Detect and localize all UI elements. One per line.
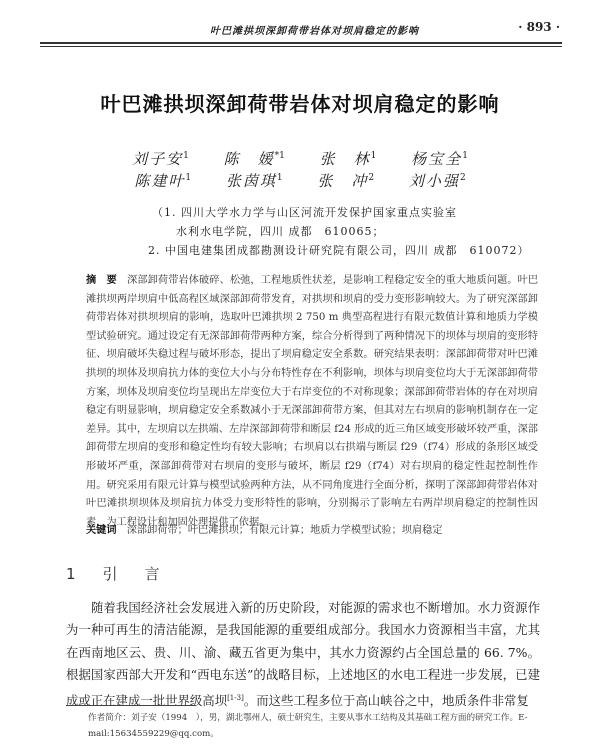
author: 杨宝全$^1$ <box>411 150 468 168</box>
affiliation-1-cont: 水利水电学院，四川 成都 610065； <box>176 225 385 238</box>
paper-title: 叶巴滩拱坝深卸荷带岩体对坝肩稳定的影响 <box>100 92 500 116</box>
intro-text: 随着我国经济社会发展进入新的历史阶段，对能源的需求也不断增加。水力资源作为一种可再生的清洁能源，是我国能源的重要组成部分。我国水力资源相当丰富，尤其在西南地区云、贵、川、渝、藏五省更为集中，其水力资源约占全国总量的 66. 7%。根据国家西部大开发和“西电东送”的战略目标，上述地区的水电工程进一步发展，已建成或正在建成一批世界级高坝 <box>66 600 541 708</box>
author: 刘小强$^2$ <box>408 172 466 190</box>
header-rule-thin <box>40 46 562 47</box>
author-row-2 <box>0 170 600 191</box>
abstract <box>86 272 538 532</box>
intro-text-cont: 。而这些工程多位于高山峡谷之中，地质条件非常复 <box>243 692 529 708</box>
keywords-text: 深部卸荷带；叶巴滩拱坝；有限元计算；地质力学模型试验；坝肩稳定 <box>126 525 443 536</box>
citation: [1-3] <box>227 693 244 702</box>
running-title: 叶巴滩拱坝深卸荷带岩体对坝肩稳定的影响 <box>210 26 419 37</box>
abstract-text: 深部卸荷带岩体破碎、松弛，工程地质性状差，是影响工程稳定安全的重大地质问题。叶巴滩拱坝两岸坝肩中低高程区域深部卸荷带发育，对拱坝和坝肩的受力变形影响较大。为了研究深部卸荷带岩体对拱坝坝肩的影响，选取叶巴滩拱坝 2 750 m 典型高程进行有限元数值计算和地质力学模型试验研究。通过设定有无深部卸荷带两种方案，综合分析得到了两种情况下的坝体与坝肩的变形特征、坝肩破坏失稳过程与破坏形态，提出了坝肩稳定安全系数。研究结果表明：深部卸荷带对叶巴滩拱坝的坝体及坝肩抗力体的变位大小与分布特性存在不利影响，坝体与坝肩变位均大于无深部卸荷带方案，坝体及坝肩变位均呈现出左岸变位大于右岸变位的不对称现象；深部卸荷带岩体的存在对坝肩稳定有明显影响，坝肩稳定安全系数减小于无深部卸荷带方案，但其对左右坝肩的影响机制存在一定差异。其中，左坝肩以左拱端、左岸深部卸荷带和断层 f24 形成的近三角区域变形破坏较严重，深部卸荷带左坝肩的变形和稳定性均有较大影响；右坝肩以右拱端与断层 f29（f74）形成的条形区域受形破坏严重，深部卸荷带对右坝肩的变形与破坏，断层 f29（f74）对右坝肩的稳定性起控制性作用。研究采用有限元计算与模型试验两种方法，从不同角度进行全面分析，探明了深部卸荷带岩体对叶巴滩拱坝坝体及坝肩抗力体受力变形特性的影响，分别揭示了影响左右两岸坝肩稳定的控制性因素，为工程设计和加固处理提供了依据。 <box>86 275 539 528</box>
abstract-label: 摘 要 <box>86 275 117 286</box>
affiliation-1: （1. 四川大学水力学与山区河流开发保护国家重点实验室 <box>152 206 457 219</box>
author: 张 林$^1$ <box>319 150 377 168</box>
author: 张茵琪$^1$ <box>225 172 283 190</box>
author-row-1 <box>0 148 600 169</box>
section-heading: 1 引 言 <box>66 565 166 583</box>
author: 刘子安$^1$ <box>132 150 189 168</box>
keywords <box>86 522 538 540</box>
author: 张 冲$^2$ <box>317 172 375 190</box>
affiliation-2: 2. 中国电建集团成都勘测设计研究院有限公司，四川 成都 610072） <box>148 244 530 257</box>
author-footnote: 作者简介：刘子安（1994 ），男，湖北鄂州人，硕士研究生，主要从事水工结构及其基础工程方面的研究工作。E-mail:15634559229@qq.com。 <box>88 713 528 739</box>
header-rule <box>40 42 562 44</box>
keywords-label: 关键词 <box>86 525 117 536</box>
intro-paragraph <box>66 597 540 712</box>
footnote-rule <box>66 705 196 706</box>
author: 陈建叶$^1$ <box>134 172 192 190</box>
author: 陈 媛$^{*1}$ <box>223 150 285 168</box>
page-number: · 893 · <box>518 20 560 34</box>
